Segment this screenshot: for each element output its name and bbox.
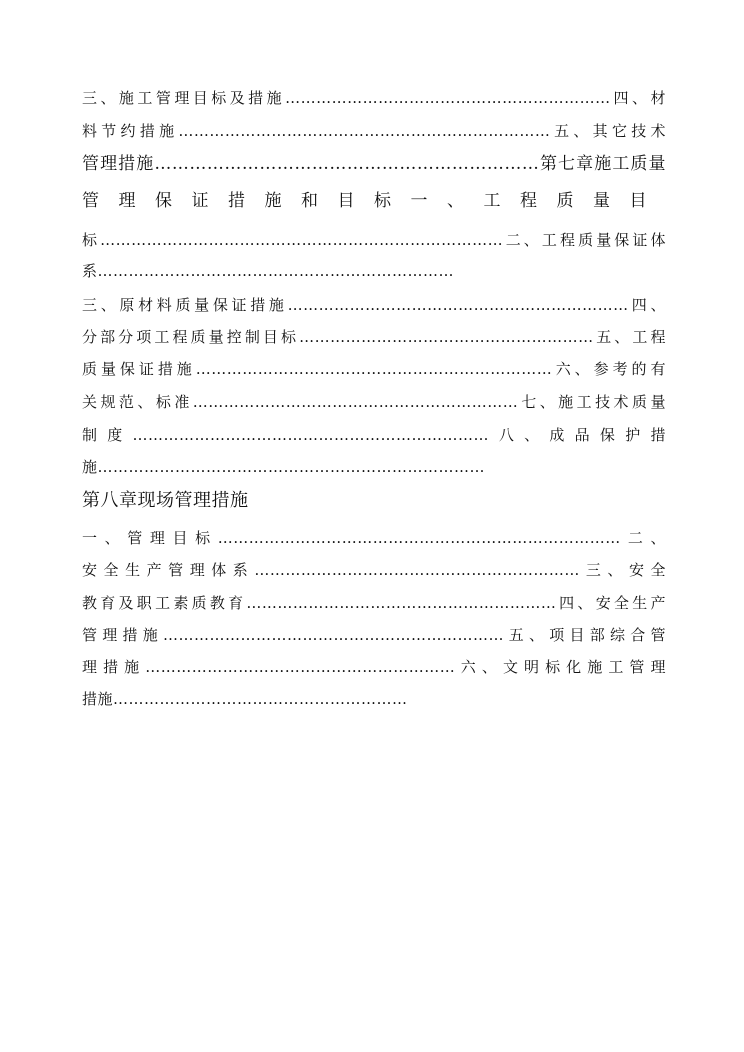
toc-line: 一、管理目标……………………………………………………………………二、 xyxy=(82,529,666,547)
toc-line: 教育及职工素质教育……………………………………………………四、安全生产 xyxy=(82,594,666,612)
toc-line: 系…………………………………………………………… xyxy=(82,262,455,280)
toc-line: 三、施工管理目标及措施………………………………………………………四、材 xyxy=(82,89,666,107)
toc-line: 关规范、标准………………………………………………………七、施工技术质量 xyxy=(82,393,666,411)
toc-line: 管理措施…………………………………………………………第七章施工质量 xyxy=(82,154,666,174)
toc-line: 管理措施…………………………………………………………五、项目部综合管 xyxy=(82,626,666,644)
chapter-heading: 第八章现场管理措施 xyxy=(82,490,249,511)
toc-line: 标……………………………………………………………………二、工程质量保证体 xyxy=(82,231,666,249)
toc-line: 分部分项工程质量控制目标…………………………………………………五、工程 xyxy=(82,328,666,346)
toc-line: 管理保证措施和目标一、工程质量目 xyxy=(82,191,666,211)
toc-line: 制度……………………………………………………………八、成品保护措 xyxy=(82,426,666,444)
toc-line: 安全生产管理体系………………………………………………………三、安全 xyxy=(82,561,666,579)
toc-line: 措施………………………………………………… xyxy=(82,690,408,708)
toc-line: 施………………………………………………………………… xyxy=(82,458,486,476)
toc-line: 三、原材料质量保证措施…………………………………………………………四、 xyxy=(82,296,666,314)
toc-line: 理措施……………………………………………………六、文明标化施工管理 xyxy=(82,658,666,676)
toc-line: 质量保证措施……………………………………………………………六、参考的有 xyxy=(82,360,666,378)
toc-line: 料节约措施………………………………………………………………五、其它技术 xyxy=(82,122,666,140)
